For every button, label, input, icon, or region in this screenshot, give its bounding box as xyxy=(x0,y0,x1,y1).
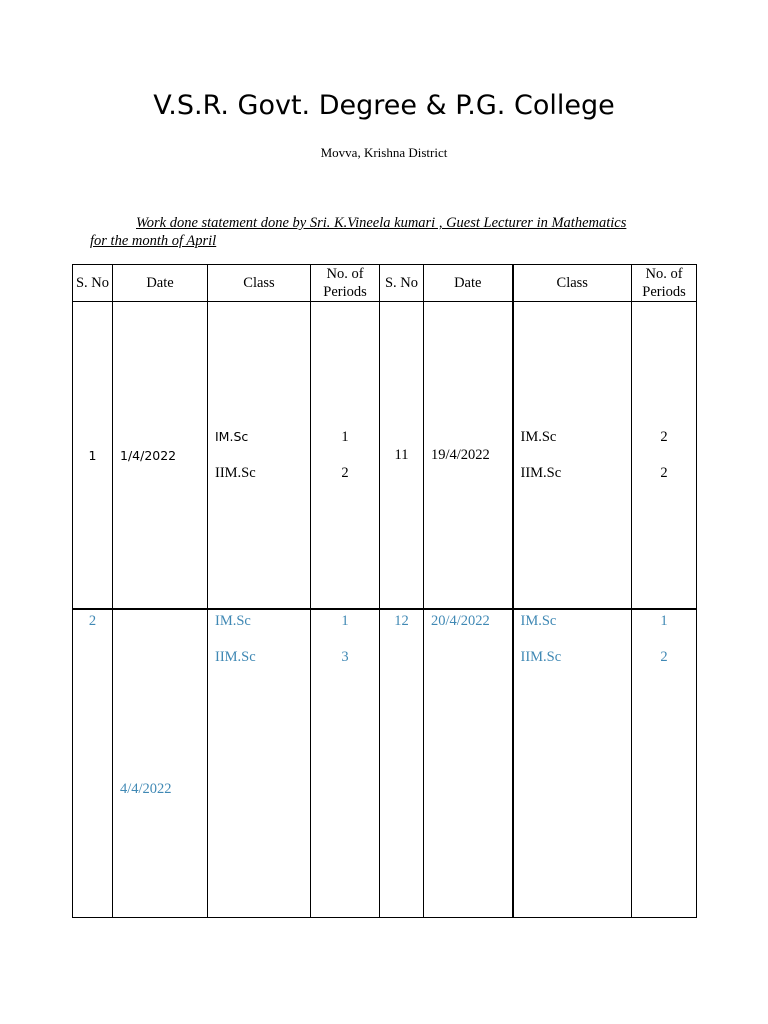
cell-sno: 11 xyxy=(380,302,424,610)
header-class-2: Class xyxy=(513,265,632,302)
header-date: Date xyxy=(113,265,208,302)
class-entry: IIM.Sc xyxy=(520,465,562,481)
statement-line-2: for the month of April xyxy=(90,233,217,249)
class-entry: IM.Sc xyxy=(215,429,249,444)
period-entry: 1 xyxy=(341,429,349,445)
class-entry: IM.Sc xyxy=(520,429,557,445)
class-entry: IM.Sc xyxy=(215,613,251,629)
period-entry: 1 xyxy=(660,613,668,629)
cell-class xyxy=(208,302,311,610)
cell-date xyxy=(424,609,513,918)
cell-periods xyxy=(632,302,697,610)
header-periods: No. of Periods xyxy=(311,265,380,302)
cell-date: 19/4/2022 xyxy=(424,302,513,610)
cell-sno: 1 xyxy=(73,302,113,610)
header-sno: S. No xyxy=(73,265,113,302)
cell-date: 1/4/2022 xyxy=(113,302,208,610)
period-entry: 2 xyxy=(341,465,349,481)
period-entry: 3 xyxy=(341,649,349,665)
sno-value: 12 xyxy=(394,613,409,629)
table-row xyxy=(73,302,697,610)
date-value: 20/4/2022 xyxy=(431,613,490,629)
college-title: V.S.R. Govt. Degree & P.G. College xyxy=(153,90,615,121)
class-entry: IM.Sc xyxy=(520,613,557,629)
cell-sno xyxy=(380,609,424,918)
period-entry: 2 xyxy=(660,649,668,665)
sno-value: 2 xyxy=(88,613,97,629)
table-row xyxy=(73,609,697,918)
cell-periods xyxy=(632,609,697,918)
date-value: 4/4/2022 xyxy=(120,781,172,797)
cell-date xyxy=(113,609,208,918)
header-sno-2: S. No xyxy=(380,265,424,302)
period-entry: 2 xyxy=(660,465,668,481)
cell-sno xyxy=(73,609,113,918)
header-date-2: Date xyxy=(424,265,513,302)
cell-class xyxy=(513,609,632,918)
class-entry: IIM.Sc xyxy=(520,649,562,665)
period-entry: 2 xyxy=(660,429,668,445)
cell-class xyxy=(513,302,632,610)
statement-line-1: Work done statement done by Sri. K.Vineela kumari , Guest Lecturer in Mathematics xyxy=(136,215,627,231)
table-header-row xyxy=(73,265,697,302)
cell-periods xyxy=(311,302,380,610)
class-entry: IIM.Sc xyxy=(215,465,256,481)
header-periods-2: No. of Periods xyxy=(632,265,697,302)
header-class: Class xyxy=(208,265,311,302)
college-location: Movva, Krishna District xyxy=(320,145,448,160)
work-statement xyxy=(90,214,680,250)
cell-periods xyxy=(311,609,380,918)
work-done-table xyxy=(72,264,697,918)
cell-class xyxy=(208,609,311,918)
period-entry: 1 xyxy=(341,613,349,629)
class-entry: IIM.Sc xyxy=(215,649,256,665)
